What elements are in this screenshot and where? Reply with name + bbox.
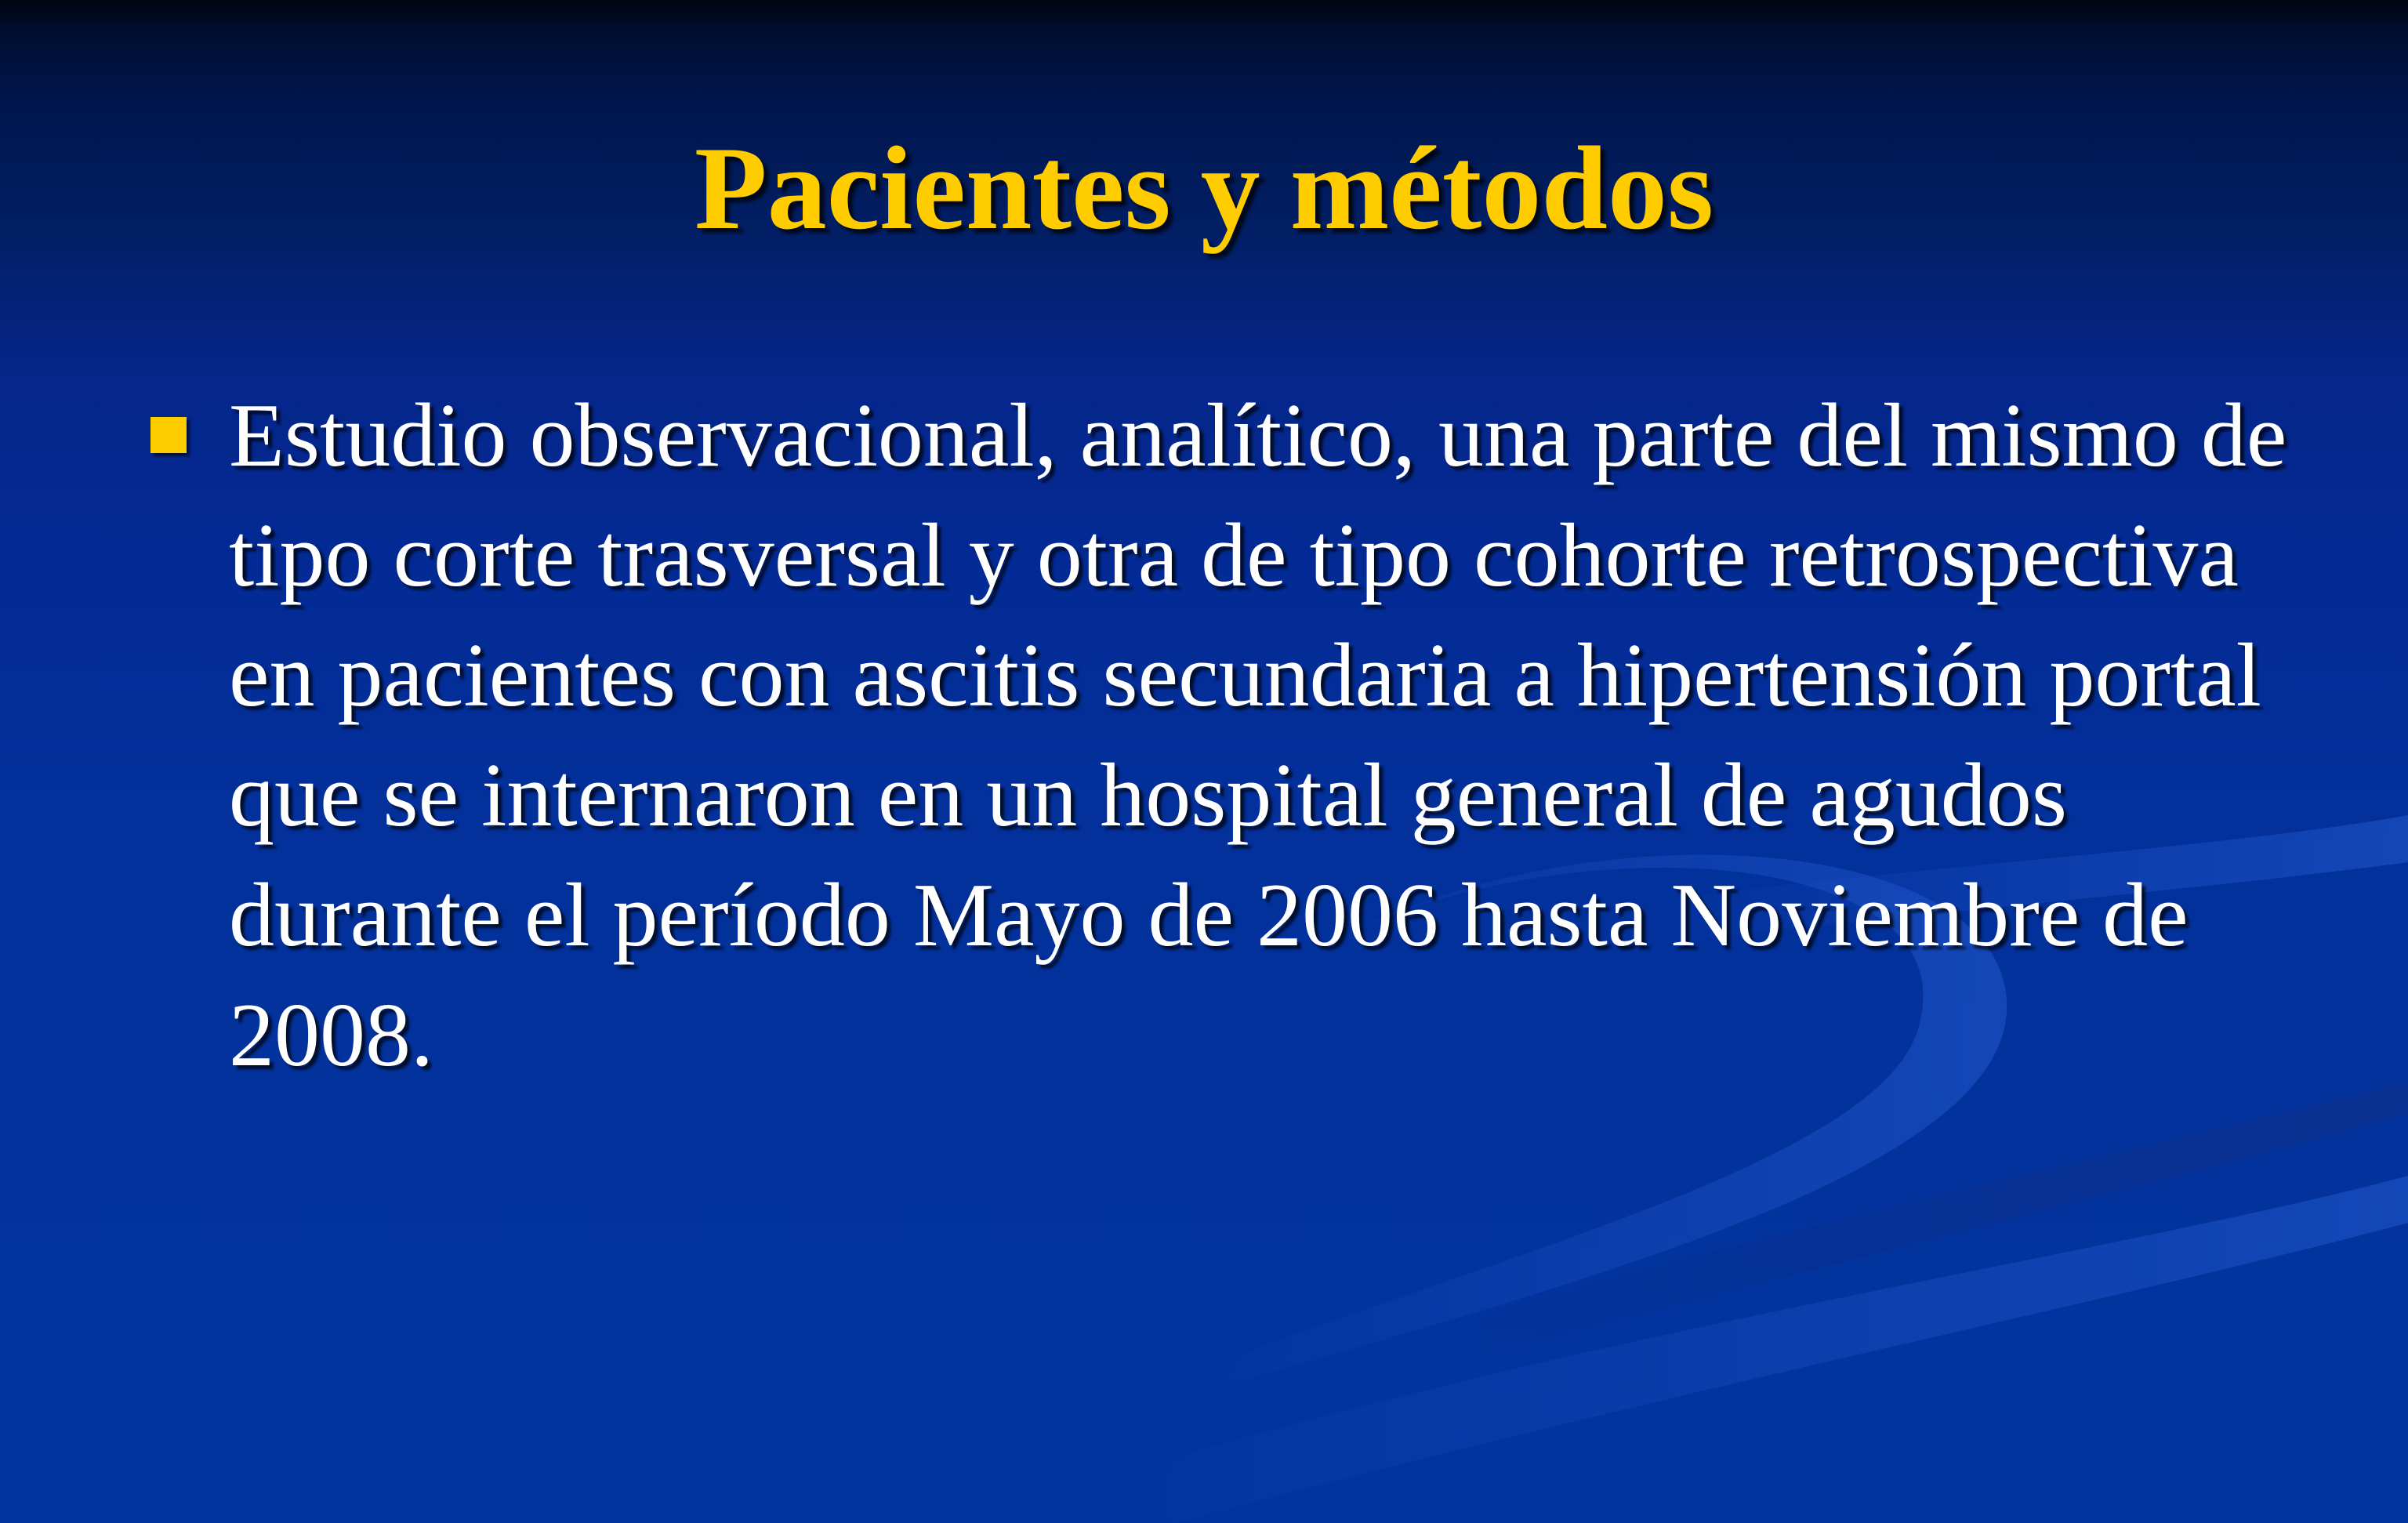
bullet-item xyxy=(141,376,2305,1096)
bullet-list xyxy=(141,376,2305,1096)
slide-title: Pacientes y métodos xyxy=(694,122,1714,254)
square-bullet-icon xyxy=(150,417,187,453)
bullet-text: Estudio observacional, analítico, una parte del mismo de tipo corte trasversal y otra de tipo cohorte retrospectiva en pacientes con ascitis secundaria a hipertensión portal que se internaron en un hospital general de agudos durante el período Mayo de 2006 hasta Noviembre de 2008. xyxy=(229,386,2287,1086)
